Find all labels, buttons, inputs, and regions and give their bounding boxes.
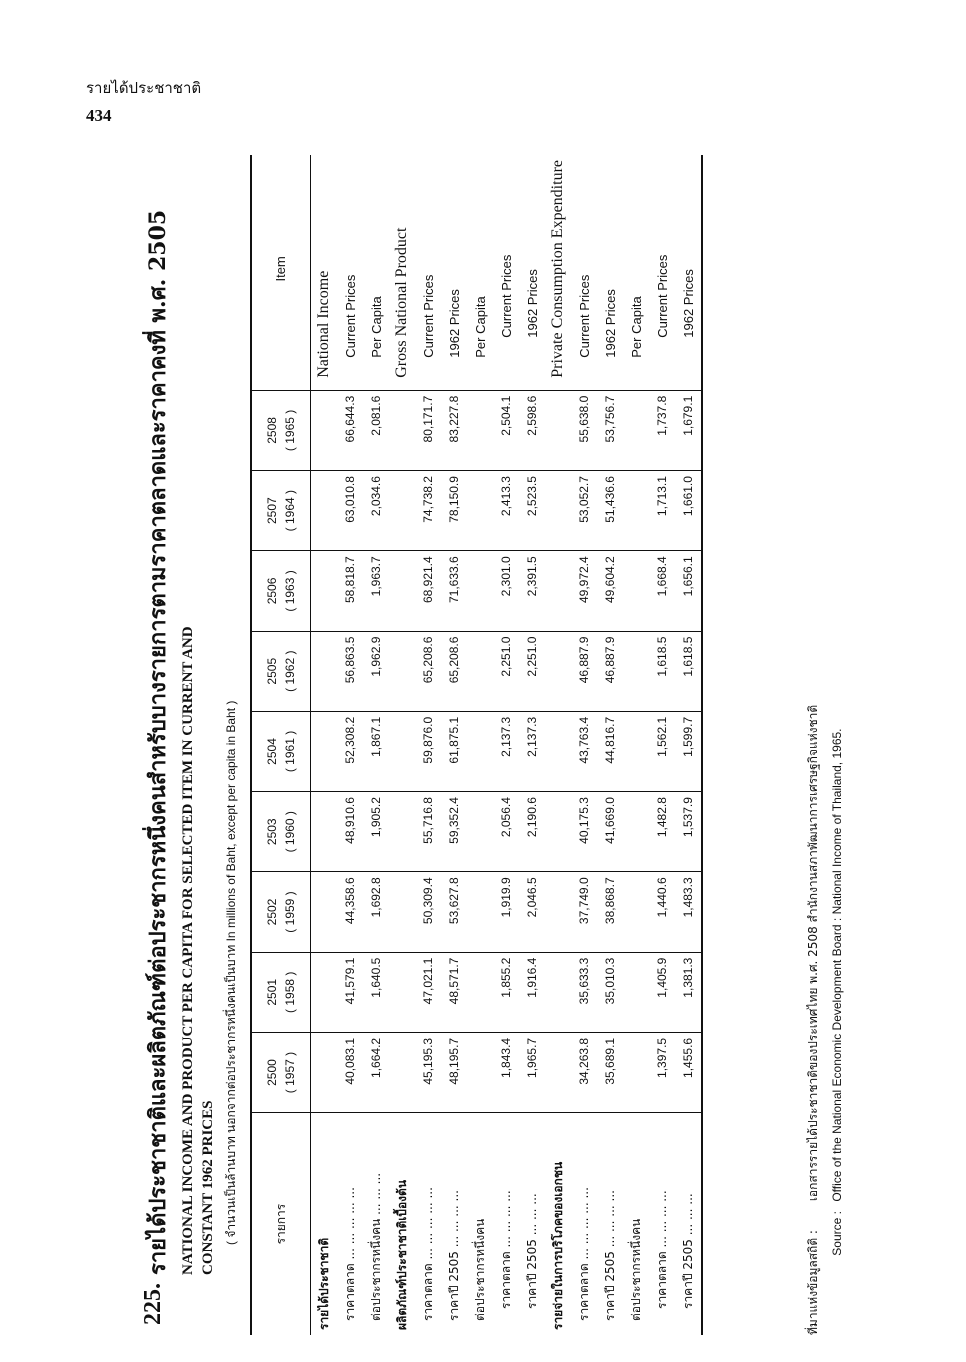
table-cell-value: 68,921.4 — [415, 551, 441, 631]
table-cell-value: 2,504.1 — [493, 390, 519, 470]
table-cell-value: 83,227.8 — [441, 390, 467, 470]
header-year: 2508 ( 1965 ) — [251, 390, 311, 470]
header-year: 2502 ( 1959 ) — [251, 872, 311, 952]
table-cell-value — [311, 471, 338, 551]
table-row — [441, 155, 467, 1335]
row-label-english: Gross National Product — [393, 227, 410, 378]
row-label-english: Current Prices — [654, 254, 670, 338]
table-cell-value: 2,301.0 — [493, 551, 519, 631]
table-cell-value: 1,664.2 — [363, 1032, 389, 1112]
table-cell-value: 1,656.1 — [675, 551, 702, 631]
table-cell-value: 1,855.2 — [493, 952, 519, 1032]
table-cell-value: 1,916.4 — [519, 952, 545, 1032]
table-cell-value — [311, 872, 338, 952]
row-label-thai: ต่อประชากรหนึ่งคน — [623, 1113, 649, 1335]
table-cell-value — [311, 952, 338, 1032]
table-cell-value — [623, 390, 649, 470]
table-cell-value: 35,010.3 — [597, 952, 623, 1032]
table-cell-value: 50,309.4 — [415, 872, 441, 952]
table-cell-value: 49,604.2 — [597, 551, 623, 631]
table-cell-value: 2,081.6 — [363, 390, 389, 470]
table-cell-value: 48,195.7 — [441, 1032, 467, 1112]
table-cell-value: 1,397.5 — [649, 1032, 675, 1112]
table-cell-value: 40,083.1 — [337, 1032, 363, 1112]
source-label-thai: ที่มาแห่งข้อมูลสถิติ : — [806, 1230, 820, 1335]
table-cell-value: 2,137.3 — [493, 711, 519, 791]
table-cell-value — [467, 551, 493, 631]
row-label-english: Per Capita — [472, 296, 488, 358]
table-row — [493, 155, 519, 1335]
table-cell-value — [389, 952, 415, 1032]
row-label-english: Current Prices — [342, 274, 358, 358]
table-cell-value: 48,910.6 — [337, 792, 363, 872]
row-label-thai: ราคาปี 2505 ... ... ... — [519, 1113, 545, 1335]
table-row — [519, 155, 545, 1335]
header-year: 2504 ( 1961 ) — [251, 711, 311, 791]
row-label-thai: ราคาปี 2505 ... ... ... — [675, 1113, 702, 1335]
row-label-thai: รายจ่ายในการบริโภคของเอกชน — [545, 1113, 571, 1335]
table-cell-value — [545, 792, 571, 872]
table-cell-value — [389, 711, 415, 791]
table-cell-value: 61,875.1 — [441, 711, 467, 791]
title-block — [140, 155, 250, 1335]
table-cell-value — [545, 631, 571, 711]
table-cell-value: 51,436.6 — [597, 471, 623, 551]
source-note-english — [830, 728, 844, 1335]
row-label-english: Current Prices — [420, 274, 436, 358]
table-cell-value: 2,190.6 — [519, 792, 545, 872]
table-cell-value — [623, 711, 649, 791]
table-cell-value: 1,483.3 — [675, 872, 702, 952]
table-cell-value — [467, 711, 493, 791]
data-table — [250, 155, 703, 1335]
table-cell-value: 2,413.3 — [493, 471, 519, 551]
row-label-thai: ต่อประชากรหนึ่งคน — [467, 1113, 493, 1335]
table-cell-value — [467, 390, 493, 470]
row-label-thai: ราคาปี 2505 ... ... ... ... — [597, 1113, 623, 1335]
table-cell-value: 56,863.5 — [337, 631, 363, 711]
table-cell-value: 44,816.7 — [597, 711, 623, 791]
row-label-english: Per Capita — [628, 296, 644, 358]
table-cell-value: 55,638.0 — [571, 390, 597, 470]
table-row — [649, 155, 675, 1335]
table-cell-value — [311, 390, 338, 470]
row-label-thai: ราคาตลาด ... ... ... ... — [493, 1113, 519, 1335]
table-cell-value: 1,618.5 — [649, 631, 675, 711]
row-label-english: 1962 Prices — [680, 269, 696, 338]
table-cell-value: 1,737.8 — [649, 390, 675, 470]
table-cell-value: 63,010.8 — [337, 471, 363, 551]
table-row — [597, 155, 623, 1335]
running-head: รายได้ประชาชาติ — [86, 79, 202, 97]
table-cell-value: 53,756.7 — [597, 390, 623, 470]
table-cell-value: 2,056.4 — [493, 792, 519, 872]
table-cell-value: 1,618.5 — [675, 631, 702, 711]
table-cell-value: 2,251.0 — [519, 631, 545, 711]
table-cell-value: 2,137.3 — [519, 711, 545, 791]
table-cell-value: 1,713.1 — [649, 471, 675, 551]
table-cell-value: 49,972.4 — [571, 551, 597, 631]
table-row — [571, 155, 597, 1335]
table-cell-value: 47,021.1 — [415, 952, 441, 1032]
row-label-english: National Income — [315, 270, 332, 378]
row-label-english: Per Capita — [368, 296, 384, 358]
table-cell-value: 40,175.3 — [571, 792, 597, 872]
row-label-thai: ราคาตลาด ... ... ... ... ... — [571, 1113, 597, 1335]
table-cell-value: 48,571.7 — [441, 952, 467, 1032]
table-cell-value: 37,749.0 — [571, 872, 597, 952]
title-english-line2: CONSTANT 1962 PRICES — [200, 1100, 216, 1275]
table-cell-value — [389, 551, 415, 631]
table-cell-value — [623, 872, 649, 952]
table-cell-value — [545, 1032, 571, 1112]
table-cell-value — [467, 952, 493, 1032]
unit-note: ( จำนวนเป็นล้านบาท นอกจากต่อประชากรหนึ่งคนเป็นบาท In millions of Baht, except per capita in Baht ) — [224, 700, 238, 1245]
table-row — [389, 155, 415, 1335]
row-label-english: Current Prices — [498, 254, 514, 338]
table-cell-value: 65,208.6 — [441, 631, 467, 711]
table-cell-value: 2,598.6 — [519, 390, 545, 470]
table-cell-value — [311, 792, 338, 872]
table-cell-value: 2,251.0 — [493, 631, 519, 711]
table-cell-value: 1,692.8 — [363, 872, 389, 952]
table-cell-value — [545, 872, 571, 952]
table-cell-value — [623, 551, 649, 631]
table-cell-value: 1,405.9 — [649, 952, 675, 1032]
source-text-english: Office of the National Economic Development Board : National Income of Thailand, 1965. — [830, 728, 844, 1202]
header-year: 2501 ( 1958 ) — [251, 952, 311, 1032]
table-cell-value: 46,887.9 — [597, 631, 623, 711]
table-body — [311, 155, 703, 1335]
table-cell-value: 1,455.6 — [675, 1032, 702, 1112]
table-cell-value: 1,843.4 — [493, 1032, 519, 1112]
table-header-row — [251, 155, 311, 1335]
row-label-thai: ราคาตลาด ... ... ... ... — [649, 1113, 675, 1335]
table-cell-value — [389, 631, 415, 711]
table-cell-value — [623, 631, 649, 711]
table-cell-value: 1,962.9 — [363, 631, 389, 711]
table-cell-value — [311, 1032, 338, 1112]
table-cell-value — [623, 1032, 649, 1112]
table-cell-value: 1,867.1 — [363, 711, 389, 791]
row-label-english: 1962 Prices — [524, 269, 540, 338]
header-year: 2507 ( 1964 ) — [251, 471, 311, 551]
table-cell-value: 65,208.6 — [415, 631, 441, 711]
table-cell-value — [545, 952, 571, 1032]
table-cell-value: 53,627.8 — [441, 872, 467, 952]
table-cell-value — [623, 952, 649, 1032]
table-cell-value — [467, 792, 493, 872]
table-cell-value: 80,171.7 — [415, 390, 441, 470]
table-cell-value: 1,965.7 — [519, 1032, 545, 1112]
header-thai-item: รายการ — [251, 1113, 311, 1335]
table-cell-value — [311, 711, 338, 791]
table-cell-value: 41,669.0 — [597, 792, 623, 872]
source-note-thai — [804, 705, 823, 1335]
table-cell-value: 2,034.6 — [363, 471, 389, 551]
row-label-thai: ราคาตลาด ... ... ... ... ... — [415, 1113, 441, 1335]
table-cell-value: 38,868.7 — [597, 872, 623, 952]
table-row — [623, 155, 649, 1335]
row-label-english: Current Prices — [576, 274, 592, 358]
row-label-english: 1962 Prices — [446, 289, 462, 358]
source-label-english: Source : — [830, 1211, 844, 1256]
table-row — [363, 155, 389, 1335]
table-cell-value — [545, 390, 571, 470]
table-wrap — [250, 155, 703, 1335]
table-cell-value: 78,150.9 — [441, 471, 467, 551]
header-year: 2506 ( 1963 ) — [251, 551, 311, 631]
table-row — [415, 155, 441, 1335]
row-label-thai: ต่อประชากรหนึ่งคน ... ... ... — [363, 1113, 389, 1335]
table-cell-value — [545, 711, 571, 791]
table-cell-value — [467, 1032, 493, 1112]
header-year: 2505 ( 1962 ) — [251, 631, 311, 711]
table-cell-value: 2,046.5 — [519, 872, 545, 952]
table-cell-value: 1,661.0 — [675, 471, 702, 551]
table-row — [545, 155, 571, 1335]
table-cell-value: 53,052.7 — [571, 471, 597, 551]
table-cell-value: 2,523.5 — [519, 471, 545, 551]
source-text-thai: เอกสารรายได้ประชาชาติของประเทศไทย พ.ศ. 2508 สำนักงานสภาพัฒนาการเศรษฐกิจแห่งชาติ — [806, 704, 820, 1202]
table-cell-value: 59,352.4 — [441, 792, 467, 872]
table-cell-value: 1,963.7 — [363, 551, 389, 631]
table-cell-value — [623, 471, 649, 551]
table-cell-value: 1,482.8 — [649, 792, 675, 872]
table-cell-value: 35,689.1 — [597, 1032, 623, 1112]
table-cell-value: 74,738.2 — [415, 471, 441, 551]
page-number: 434 — [86, 106, 112, 125]
table-cell-value: 2,391.5 — [519, 551, 545, 631]
header-year: 2500 ( 1957 ) — [251, 1032, 311, 1112]
table-row — [467, 155, 493, 1335]
table-row — [311, 155, 338, 1335]
table-number: 225. — [140, 1283, 166, 1325]
row-label-english: 1962 Prices — [602, 289, 618, 358]
table-cell-value — [467, 631, 493, 711]
table-row — [337, 155, 363, 1335]
row-label-thai: ผลิตภัณฑ์ประชาชาติเบื้องต้น — [389, 1113, 415, 1335]
table-cell-value — [389, 471, 415, 551]
table-cell-value: 46,887.9 — [571, 631, 597, 711]
row-label-thai: ราคาปี 2505 ... ... ... ... — [441, 1113, 467, 1335]
table-cell-value: 44,358.6 — [337, 872, 363, 952]
table-cell-value — [545, 551, 571, 631]
rotated-table-page — [140, 155, 860, 1335]
table-cell-value: 52,308.2 — [337, 711, 363, 791]
title-thai: รายได้ประชาชาติและผลิตภัณฑ์ต่อประชากรหนึ่งคนสำหรับบางรายการตามราคาตลาดและราคาคงที่ พ.ศ. 2505 — [145, 209, 171, 1275]
table-cell-value: 1,537.9 — [675, 792, 702, 872]
table-cell-value — [311, 551, 338, 631]
table-cell-value — [389, 1032, 415, 1112]
table-cell-value: 1,640.5 — [363, 952, 389, 1032]
table-cell-value — [623, 792, 649, 872]
table-cell-value: 66,644.3 — [337, 390, 363, 470]
table-cell-value — [311, 631, 338, 711]
table-cell-value: 58,818.7 — [337, 551, 363, 631]
table-cell-value: 1,599.7 — [675, 711, 702, 791]
title-english-line1: NATIONAL INCOME AND PRODUCT PER CAPITA FOR SELECTED ITEM IN CURRENT AND — [180, 626, 196, 1275]
table-cell-value — [467, 872, 493, 952]
table-cell-value: 1,919.9 — [493, 872, 519, 952]
table-cell-value: 59,876.0 — [415, 711, 441, 791]
table-cell-value — [467, 471, 493, 551]
table-cell-value: 1,668.4 — [649, 551, 675, 631]
table-cell-value — [545, 471, 571, 551]
table-cell-value — [389, 872, 415, 952]
table-cell-value — [389, 792, 415, 872]
table-cell-value: 1,562.1 — [649, 711, 675, 791]
header-english-item: Item — [273, 256, 289, 282]
table-cell-value: 71,633.6 — [441, 551, 467, 631]
table-cell-value: 34,263.8 — [571, 1032, 597, 1112]
table-cell-value: 1,905.2 — [363, 792, 389, 872]
row-label-thai: ราคาตลาด ... ... ... ... ... — [337, 1113, 363, 1335]
table-row — [675, 155, 702, 1335]
table-cell-value: 45,195.3 — [415, 1032, 441, 1112]
table-cell-value: 35,633.3 — [571, 952, 597, 1032]
header-year: 2503 ( 1960 ) — [251, 792, 311, 872]
table-cell-value: 1,381.3 — [675, 952, 702, 1032]
table-cell-value: 1,440.6 — [649, 872, 675, 952]
row-label-thai: รายได้ประชาชาติ — [311, 1113, 338, 1335]
table-cell-value: 1,679.1 — [675, 390, 702, 470]
row-label-english: Private Consumption Expenditure — [549, 160, 566, 378]
table-cell-value — [389, 390, 415, 470]
table-cell-value: 43,763.4 — [571, 711, 597, 791]
table-cell-value: 55,716.8 — [415, 792, 441, 872]
table-cell-value: 41,579.1 — [337, 952, 363, 1032]
